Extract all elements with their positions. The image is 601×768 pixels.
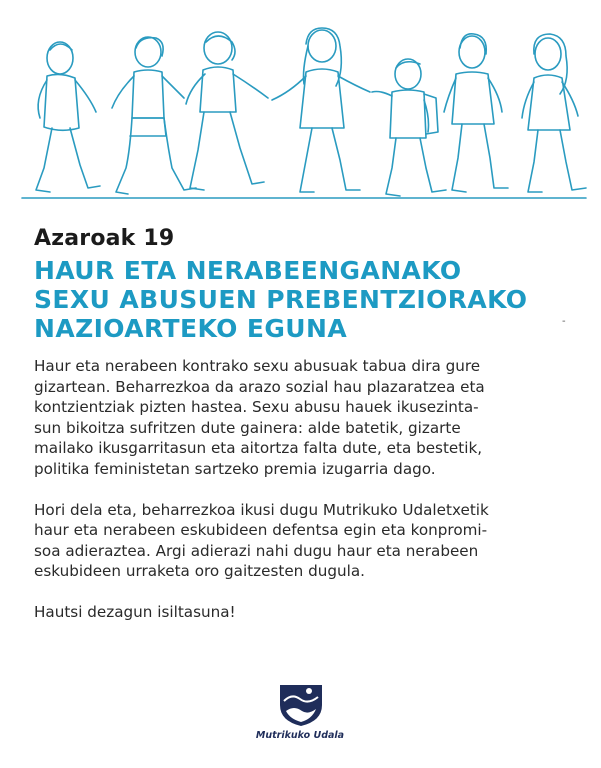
text-line: Haur eta nerabeen kontrako sexu abusuak tabua dira gure xyxy=(34,357,481,375)
child-figure-4 xyxy=(272,28,370,192)
title-line: SEXU ABUSUEN PREBENTZIORAKO xyxy=(34,285,528,314)
paragraph-2 xyxy=(34,500,574,582)
running-children-illustration xyxy=(0,0,601,215)
corner-mark: - xyxy=(562,316,566,327)
text-line: sun bikoitza sufritzen dute gainera: alde batetik, gizarte xyxy=(34,418,461,437)
paragraph-1 xyxy=(34,356,574,479)
page-title xyxy=(34,256,527,343)
text-line: eskubideen urraketa oro gaitzesten dugula. xyxy=(34,562,366,580)
child-figure-2 xyxy=(112,37,196,194)
title-line: NAZIOARTEKO EGUNA xyxy=(34,314,348,343)
child-figure-1 xyxy=(36,42,100,192)
text-line: Hori dela eta, beharrezkoa ikusi dugu Mutrikuko Udaletxetik xyxy=(34,500,489,519)
text-line: gizartean. Beharrezkoa da arazo sozial hau plazaratzea eta xyxy=(34,377,485,396)
mutriku-coat-of-arms-icon xyxy=(276,683,326,727)
text-line: politika feministetan sartzeko premia izugarria dago. xyxy=(34,459,436,478)
body-text xyxy=(34,356,574,643)
child-figure-3 xyxy=(186,32,268,190)
event-date: Azaroak 19 xyxy=(34,226,175,251)
title-line: HAUR ETA NERABEENGANAKO xyxy=(34,256,462,285)
logo-caption: Mutrikuko Udala xyxy=(255,730,345,741)
text-line: soa adieraztea. Argi adierazi nahi dugu haur eta nerabeen xyxy=(34,541,479,560)
text-line: kontzientziak pizten hastea. Sexu abusu hauek ikusezinta- xyxy=(34,398,479,416)
paragraph-3 xyxy=(34,602,574,623)
child-figure-7 xyxy=(522,34,586,192)
child-figure-6 xyxy=(444,34,508,192)
text-line: haur eta nerabeen eskubideen defentsa egin eta konpromi- xyxy=(34,521,488,539)
child-figure-5 xyxy=(372,59,446,196)
text-line: mailako ikusgarritasun eta aitortza falta dute, eta bestetik, xyxy=(34,439,483,457)
text-line: Hautsi dezagun isiltasuna! xyxy=(34,603,236,621)
